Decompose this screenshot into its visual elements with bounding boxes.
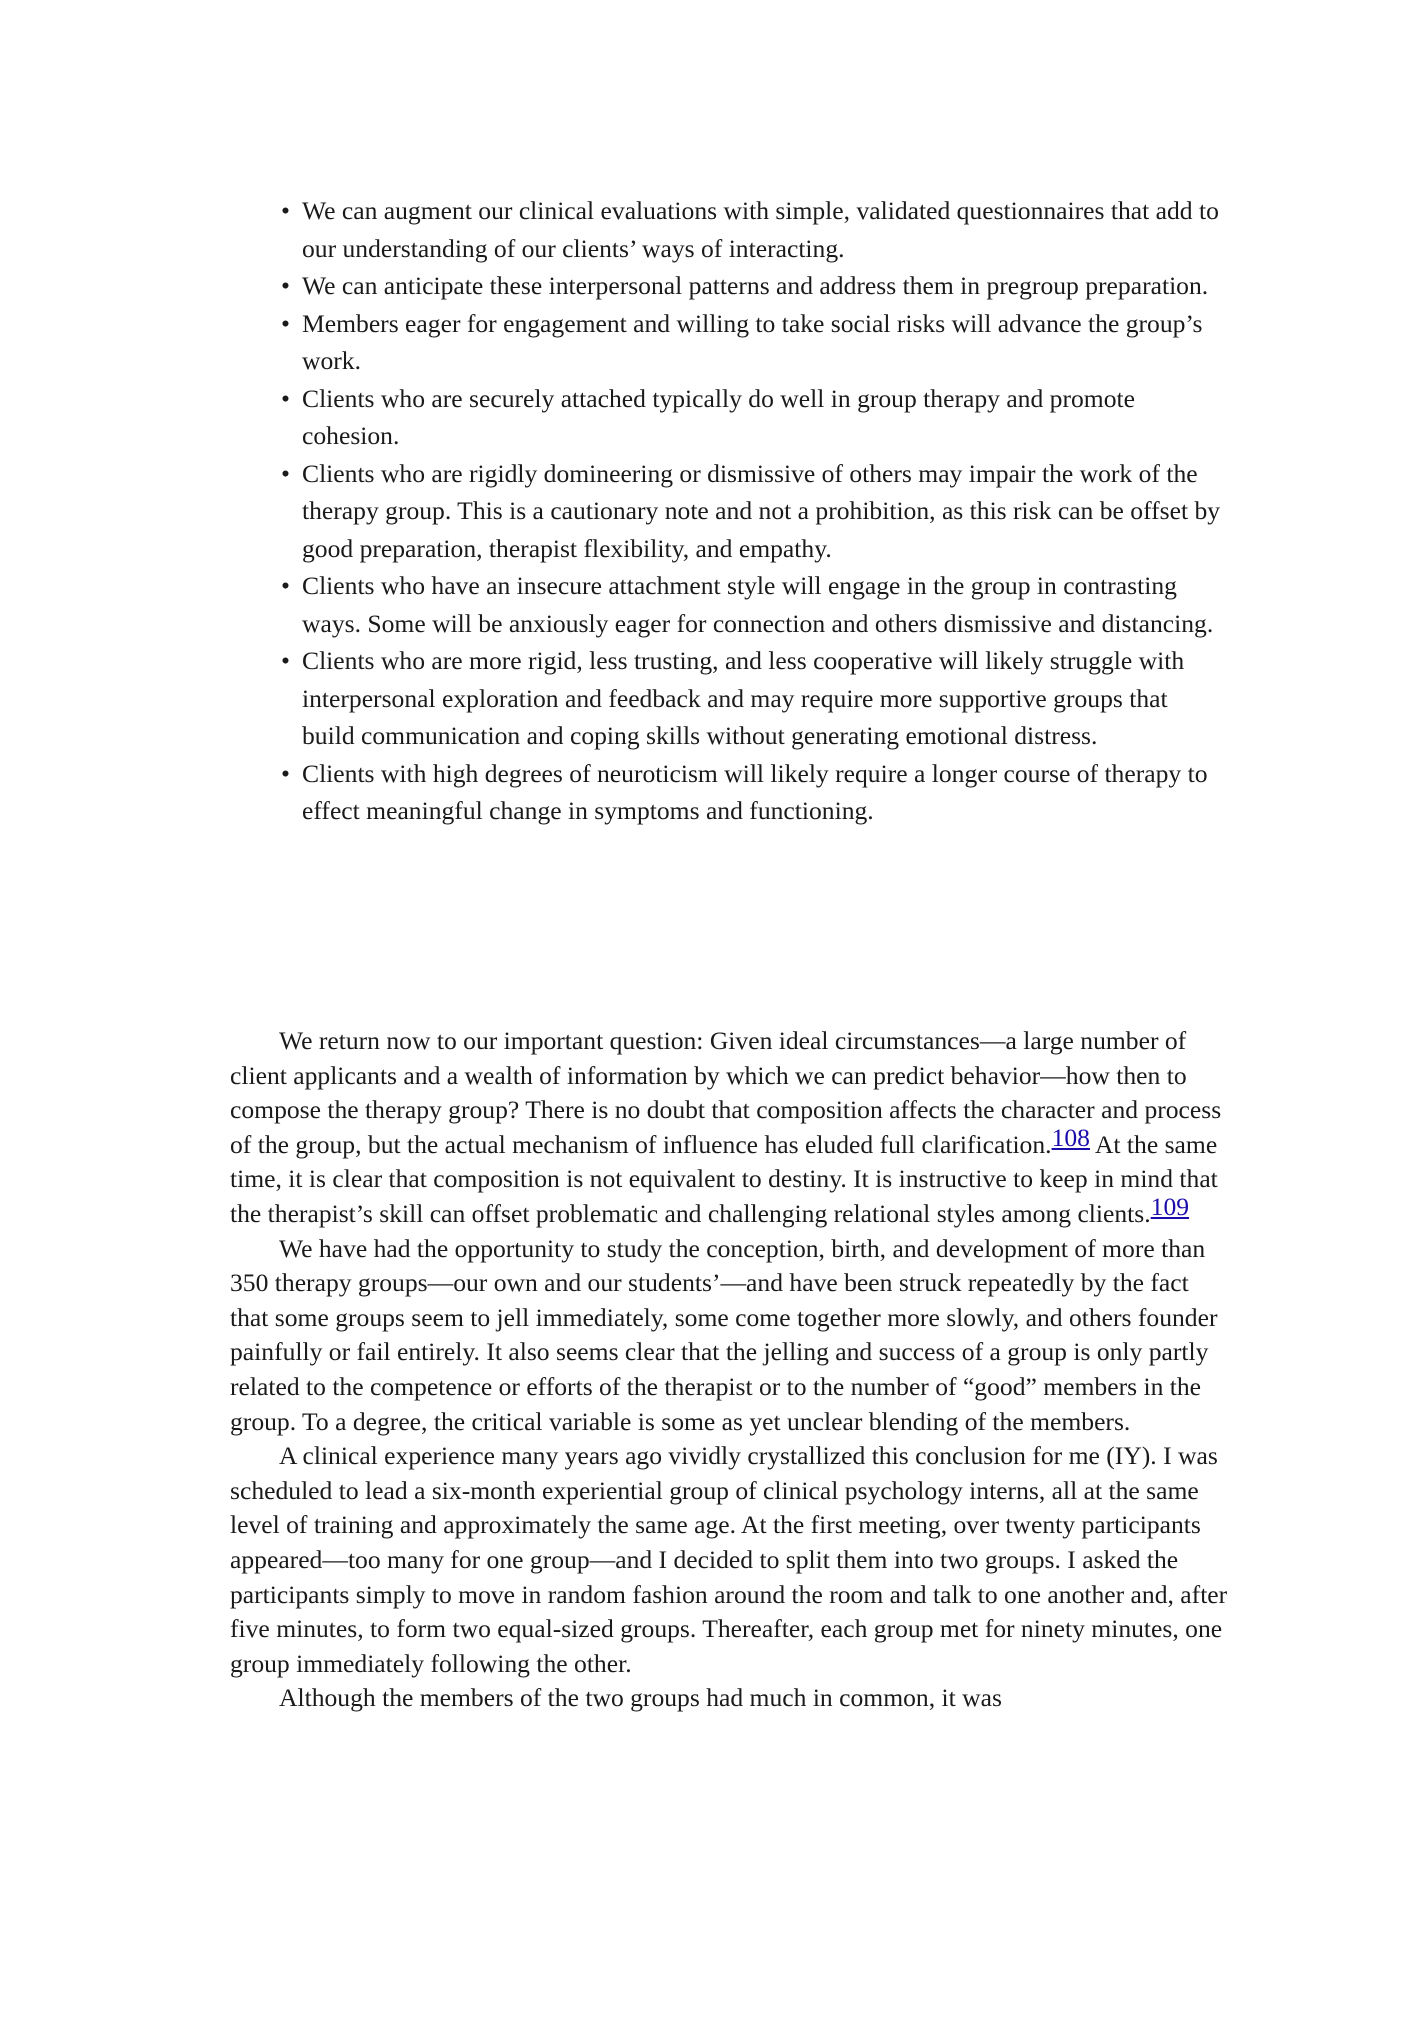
footnote-link-109[interactable]: 109 xyxy=(1150,1191,1190,1221)
bullet-item xyxy=(281,567,1221,642)
bullet-item xyxy=(281,755,1221,830)
bullet-dot: • xyxy=(281,458,290,488)
bullet-text: We can anticipate these interpersonal patterns and address them in pregroup preparation. xyxy=(302,271,1209,300)
bullet-item xyxy=(281,267,1221,305)
bullet-text: Clients with high degrees of neuroticism will likely require a longer course of therapy to effect meaningful change in symptoms and functioning. xyxy=(302,758,1208,825)
bullet-item xyxy=(281,305,1221,380)
bullet-text: Clients who are more rigid, less trusting, and less cooperative will likely struggle with interpersonal exploration and feedback and may require more supportive groups that build communication and coping skills without generating emotional distress. xyxy=(302,646,1185,750)
bullet-dot: • xyxy=(281,758,290,788)
bullet-text: We can augment our clinical evaluations with simple, validated questionnaires that add to our understanding of our clients’ ways of interacting. xyxy=(302,196,1219,263)
bullet-item xyxy=(281,380,1221,455)
bullet-dot: • xyxy=(281,196,290,225)
bullet-dot: • xyxy=(281,646,290,675)
footnote-link-108[interactable]: 108 xyxy=(1051,1122,1090,1152)
paragraph-text: We return now to our important question: Given ideal circumstances—a large number of client applicants and a wealth of information by which we can predict behavior—how then to compose the therapy group? There is no doubt that composition affects the character and process of the group, but the actual mechanism of influence has eluded full clarification. xyxy=(230,1026,1222,1159)
bullet-dot: • xyxy=(281,571,290,600)
bullet-text: Clients who have an insecure attachment style will engage in the group in contrasting ways. Some will be anxiously eager for connection and others dismissive and distancing. xyxy=(302,571,1214,638)
bullet-item xyxy=(281,192,1221,267)
paragraph-two-groups: Although the members of the two groups had much in common, it was xyxy=(279,1683,1002,1713)
bullet-dot: • xyxy=(281,271,290,300)
paragraph-clinical-experience: A clinical experience many years ago vividly crystallized this conclusion for me (IY). I was scheduled to lead a six-month experiential group of clinical psychology interns, all at the same level of training and approximately the same age. At the first meeting, over twenty participants appeared—too many for one group—and I decided to split them into two groups. I asked the participants simply to move in random fashion around the room and talk to one another and, after five minutes, to form two equal-sized groups. Thereafter, each group met for ninety minutes, one group immediately following the other. xyxy=(230,1441,1228,1678)
bullet-dot: • xyxy=(281,308,290,338)
bullet-dot: • xyxy=(281,383,290,413)
bullet-text: Clients who are securely attached typically do well in group therapy and promote cohesion. xyxy=(302,383,1135,450)
bullet-item xyxy=(281,455,1221,568)
paragraph-text: At the same time, it is clear that composition is not equivalent to destiny. It is instructive to keep in mind that the therapist’s skill can offset problematic and challenging relational styles among clients. xyxy=(230,1129,1218,1228)
body-text xyxy=(230,1024,1230,1716)
bullet-list xyxy=(281,192,1221,830)
paragraph-group-development: We have had the opportunity to study the conception, birth, and development of more than 350 therapy groups—our own and our students’—and have been struck repeatedly by the fact that some groups seem to jell immediately, some come together more slowly, and others founder painfully or fail entirely. It also seems clear that the jelling and success of a group is only partly related to the competence or efforts of the therapist or to the number of “good” members in the group. To a degree, the critical variable is some as yet unclear blending of the members. xyxy=(230,1233,1218,1436)
bullet-text: Members eager for engagement and willing to take social risks will advance the group’s work. xyxy=(302,308,1203,375)
paragraph-composition-question xyxy=(230,1024,1230,1232)
bullet-item xyxy=(281,642,1221,755)
bullet-text: Clients who are rigidly domineering or dismissive of others may impair the work of the therapy group. This is a cautionary note and not a prohibition, as this risk can be offset by good preparation, therapist flexibility, and empathy. xyxy=(302,458,1221,563)
